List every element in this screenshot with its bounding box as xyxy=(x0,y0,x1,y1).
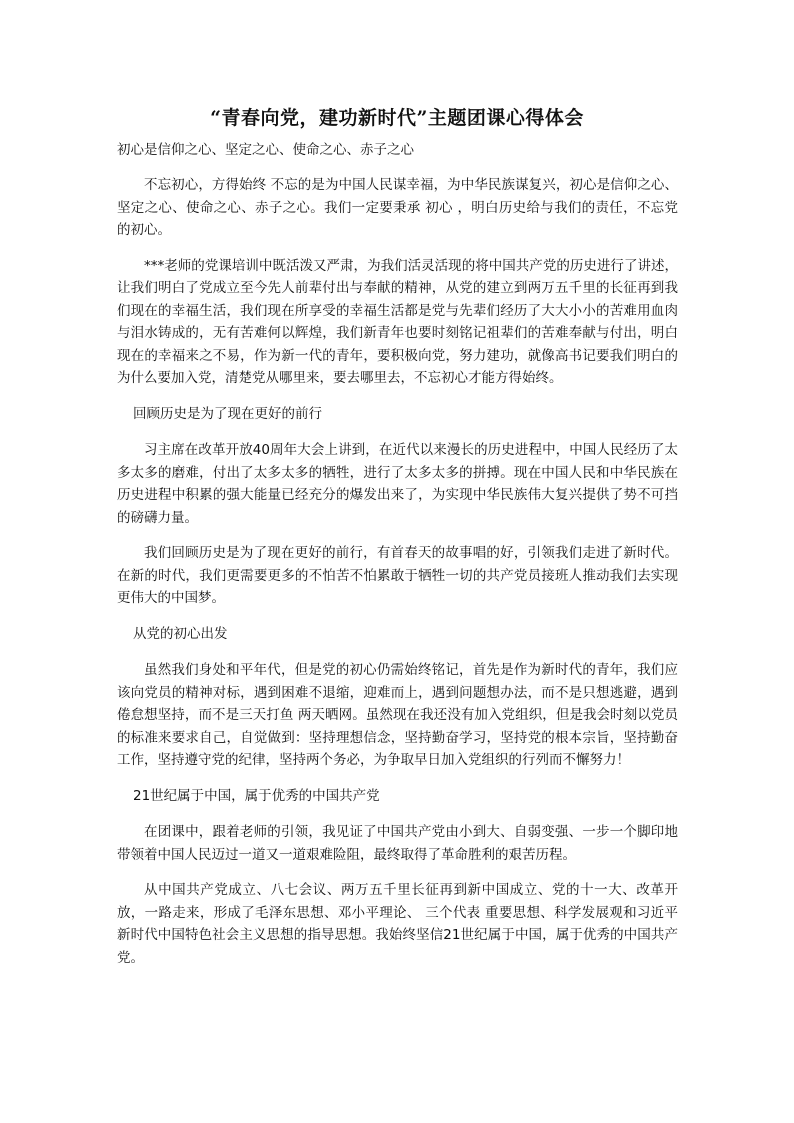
document-title: “青春向党，建功新时代”主题团课心得体会 xyxy=(210,107,584,129)
document-body xyxy=(117,174,678,982)
body-paragraph: 从中国共产党成立、八七会议、两万五千里长征再到新中国成立、党的十一大、改革开放，一路走来，形成了毛泽东思想、邓小平理论、 三个代表 重要思想、科学发展观和习近平新时代中国特色社会主义思想的指导思想。我始终坚信21世纪属于中国，属于优秀的中国共产党。 xyxy=(117,882,678,966)
body-paragraph: 我们回顾历史是为了现在更好的前行，有首春天的故事唱的好，引领我们走进了新时代。在新的时代，我们更需要更多的不怕苦不怕累敢于牺牲一切的共产党员接班人推动我们去实现更伟大的中国梦。 xyxy=(117,545,678,606)
body-paragraph: 习主席在改革开放40周年大会上讲到，在近代以来漫长的历史进程中，中国人民经历了太多太多的磨难，付出了太多太多的牺牲，进行了太多太多的拼搏。现在中国人民和中华民族在历史进程中积累的强大能量已经充分的爆发出来了，为实现中华民族伟大复兴提供了势不可挡的磅礴力量。 xyxy=(117,442,678,526)
body-paragraph: 虽然我们身处和平年代，但是党的初心仍需始终铭记，首先是作为新时代的青年，我们应该向党员的精神对标，遇到困难不退缩，迎难而上，遇到问题想办法，而不是只想逃避，遇到倦怠想坚持，而不是三天打鱼 两天晒网。虽然现在我还没有加入党组织，但是我会时刻以党员的标准来要求自己，自觉做到：坚持理想信念，坚持勤奋学习，坚持党的根本宗旨，坚持勤奋工作，坚持遵守党的纪律，坚持两个务必，为争取早日加入党组织的行列而不懈努力！ xyxy=(117,662,678,768)
body-paragraph: 不忘初心，方得始终 不忘的是为中国人民谋幸福，为中华民族谋复兴，初心是信仰之心、坚定之心、使命之心、赤子之心。我们一定要秉承 初心 ，明白历史给与我们的责任，不忘党的初心。 xyxy=(117,177,678,238)
body-paragraph: ***老师的党课培训中既活泼又严肃，为我们活灵活现的将中国共产党的历史进行了讲述，让我们明白了党成立至今先人前辈付出与奉献的精神，从党的建立到两万五千里的长征再到我们现在的幸福生活，我们现在所享受的幸福生活都是党与先辈们经历了大大小小的苦难用血肉与泪水铸成的，无有苦难何以辉煌，我们新青年也要时刻铭记祖辈们的苦难奉献与付出，明白现在的幸福来之不易，作为新一代的青年，要积极向党，努力建功，就像高书记要我们明白的为什么要加入党，清楚党从哪里来，要去哪里去，不忘初心才能方得始终。 xyxy=(117,257,678,386)
section-heading: 21世纪属于中国，属于优秀的中国共产党 xyxy=(133,787,380,804)
section-heading: 从党的初心出发 xyxy=(133,625,228,642)
document-subtitle: 初心是信仰之心、坚定之心、使命之心、赤子之心 xyxy=(117,142,414,158)
section-heading: 回顾历史是为了现在更好的前行 xyxy=(133,405,322,422)
body-paragraph: 在团课中，跟着老师的引领，我见证了中国共产党由小到大、自弱变强、一步一个脚印地带领着中国人民迈过一道又一道艰难险阻，最终取得了革命胜利的艰苦历程。 xyxy=(117,824,678,863)
